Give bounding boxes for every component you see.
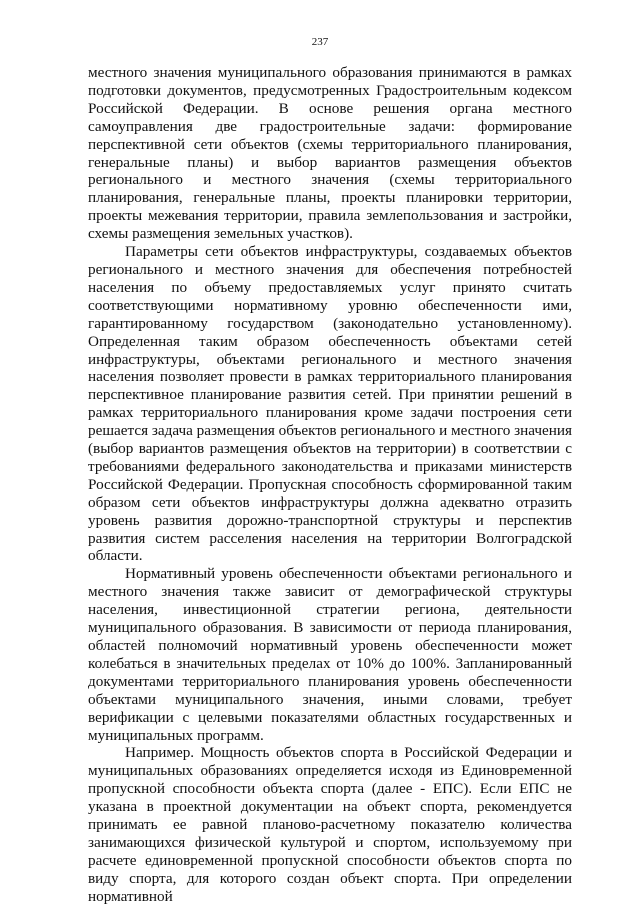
paragraph-sport-example: Например. Мощность объектов спорта в Российской Федерации и муниципальных образованиях определяется исходя из Единовременной пропускной способности объекта спорта (далее - ЕПС). Если ЕПС не указана в проектной документации на объект спорта, рекомендуется принимать ее равной планово-расчетному показателю количества занимающихся физической культурой и спортом, используемому при расчете единовременной пропускной способности объектов спорта по виду спорта, для которого создан объект спорта. При определении нормативной xyxy=(88,744,572,905)
paragraph-normative-level: Нормативный уровень обеспеченности объектами регионального и местного значения также зависит от демографической структуры населения, инвестиционной стратегии региона, деятельности муниципального образования. В зависимости от периода планирования, областей полномочий нормативный уровень обеспеченности может колебаться в значительных пределах от 10% до 100%. Запланированный документами территориального планирования уровень обеспеченности объектами муниципального значения, иными словами, требует верификации с целевыми показателями областных государственных и муниципальных программ. xyxy=(88,565,572,744)
page-number: 237 xyxy=(311,36,329,48)
document-body xyxy=(88,64,572,906)
paragraph-continuation: местного значения муниципального образования принимаются в рамках подготовки документов, предусмотренных Градостроительным кодексом Российской Федерации. В основе решения органа местного самоуправления две градостроительные задачи: формирование перспективной сети объектов (схемы территориального планирования, генеральные планы) и выбор вариантов размещения объектов регионального и местного значения (схемы территориального планирования, генеральные планы, проекты планировки территории, проекты межевания территории, правила землепользования и застройки, схемы размещения земельных участков). xyxy=(88,64,572,243)
paragraph-infrastructure-parameters: Параметры сети объектов инфраструктуры, создаваемых объектов регионального и местного значения для обеспечения потребностей населения по объему предоставляемых услуг принято считать соответствующими нормативному уровню обеспеченности ими, гарантированному государством (законодательно установленному). Определенная таким образом обеспеченность объектами сетей инфраструктуры, объектами регионального и местного значения населения позволяет провести в рамках территориального планирования перспективное планирование развития сетей. При принятии решений в рамках территориального планирования кроме задачи построения сети решается задача размещения объектов регионального и местного значения (выбор вариантов размещения объектов на территории) в соответствии с требованиями федерального законодательства и приказами министерств Российской Федерации. Пропускная способность сформированной таким образом сети объектов инфраструктуры должна адекватно отразить уровень развития дорожно-транспортной структуры и перспектив развития систем расселения населения на территории Волгоградской области. xyxy=(88,243,572,565)
